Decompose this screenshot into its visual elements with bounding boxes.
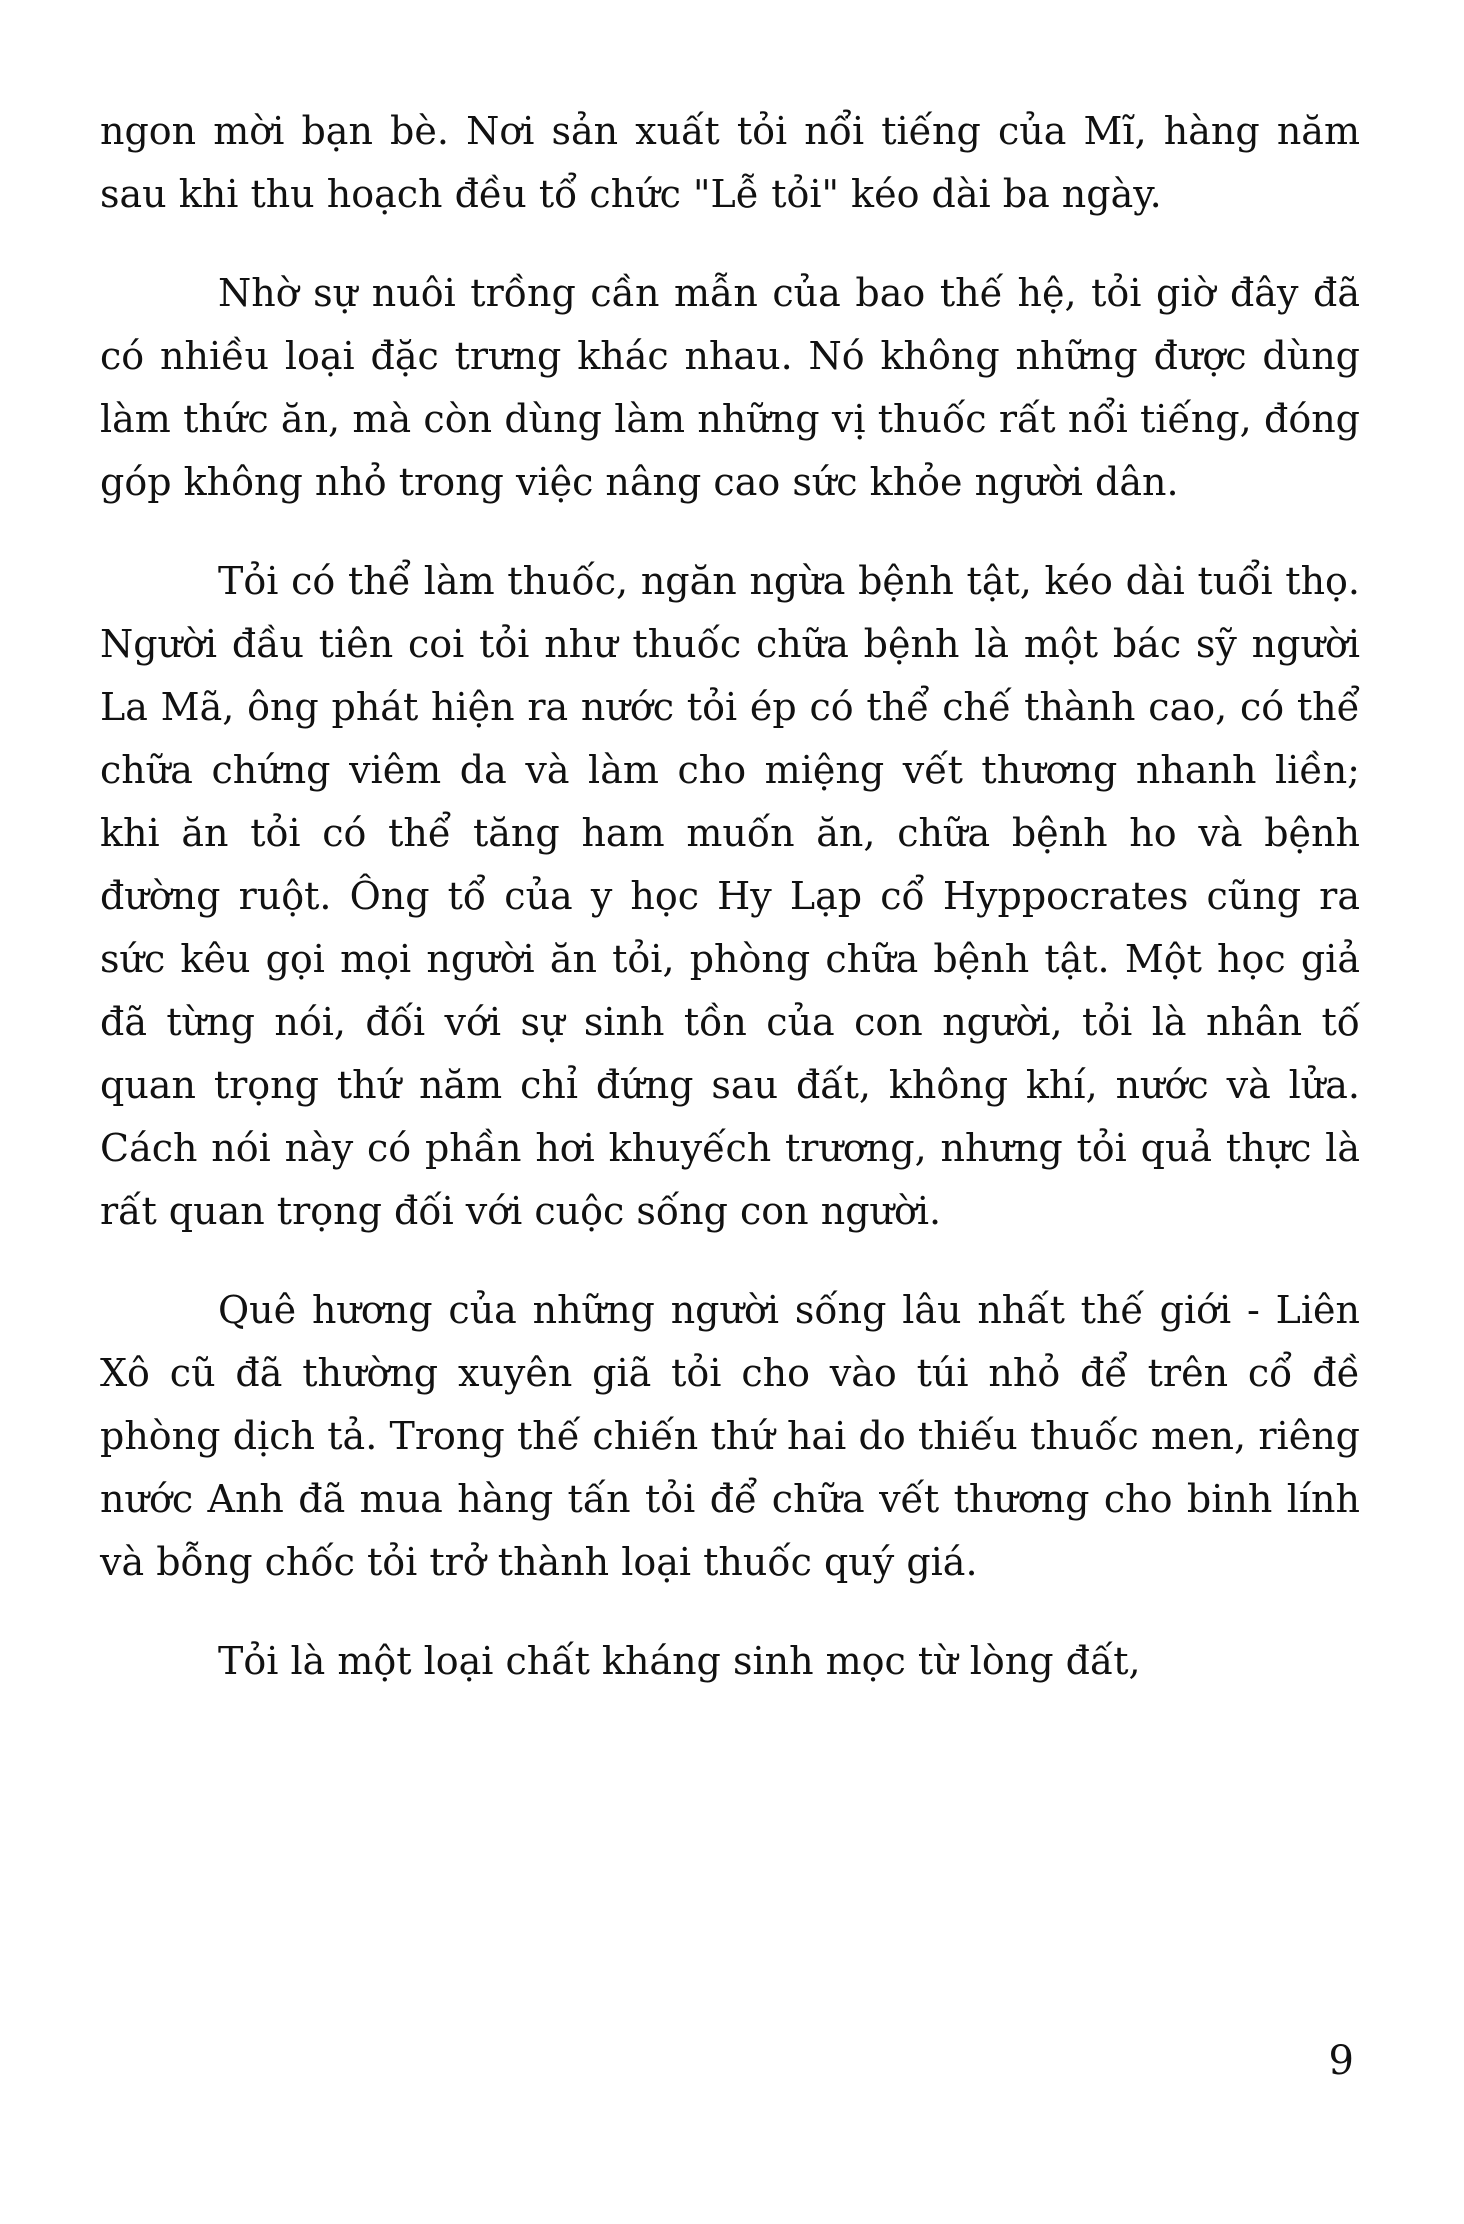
- paragraph-soviet-britain: Quê hương của những người sống lâu nhất thế giới - Liên Xô cũ đã thường xuyên giã tỏi cho vào túi nhỏ để trên cổ đề phòng dịch tả. Trong thế chiến thứ hai do thiếu thuốc men, riêng nước Anh đã mua hàng tấn tỏi để chữa vết thương cho binh lính và bỗng chốc tỏi trở thành loại thuốc quý giá.: [100, 1288, 1360, 1584]
- paragraph-continuation: ngon mời bạn bè. Nơi sản xuất tỏi nổi tiếng của Mĩ, hàng năm sau khi thu hoạch đều tổ chức "Lễ tỏi" kéo dài ba ngày.: [100, 109, 1360, 216]
- paragraph-antibiotic: Tỏi là một loại chất kháng sinh mọc từ lòng đất,: [218, 1639, 1141, 1683]
- page-number: 9: [1328, 2038, 1354, 2084]
- body-text: [100, 100, 1360, 1729]
- paragraph-cultivation: Nhờ sự nuôi trồng cần mẫn của bao thế hệ, tỏi giờ đây đã có nhiều loại đặc trưng khác nhau. Nó không những được dùng làm thức ăn, mà còn dùng làm những vị thuốc rất nổi tiếng, đóng góp không nhỏ trong việc nâng cao sức khỏe người dân.: [100, 271, 1360, 504]
- paragraph-medicine-history: Tỏi có thể làm thuốc, ngăn ngừa bệnh tật, kéo dài tuổi thọ. Người đầu tiên coi tỏi như thuốc chữa bệnh là một bác sỹ người La Mã, ông phát hiện ra nước tỏi ép có thể chế thành cao, có thể chữa chứng viêm da và làm cho miệng vết thương nhanh liền; khi ăn tỏi có thể tăng ham muốn ăn, chữa bệnh ho và bệnh đường ruột. Ông tổ của y học Hy Lạp cổ Hyppocrates cũng ra sức kêu gọi mọi người ăn tỏi, phòng chữa bệnh tật. Một học giả đã từng nói, đối với sự sinh tồn của con người, tỏi là nhân tố quan trọng thứ năm chỉ đứng sau đất, không khí, nước và lửa. Cách nói này có phần hơi khuyếch trương, nhưng tỏi quả thực là rất quan trọng đối với cuộc sống con người.: [100, 559, 1360, 1233]
